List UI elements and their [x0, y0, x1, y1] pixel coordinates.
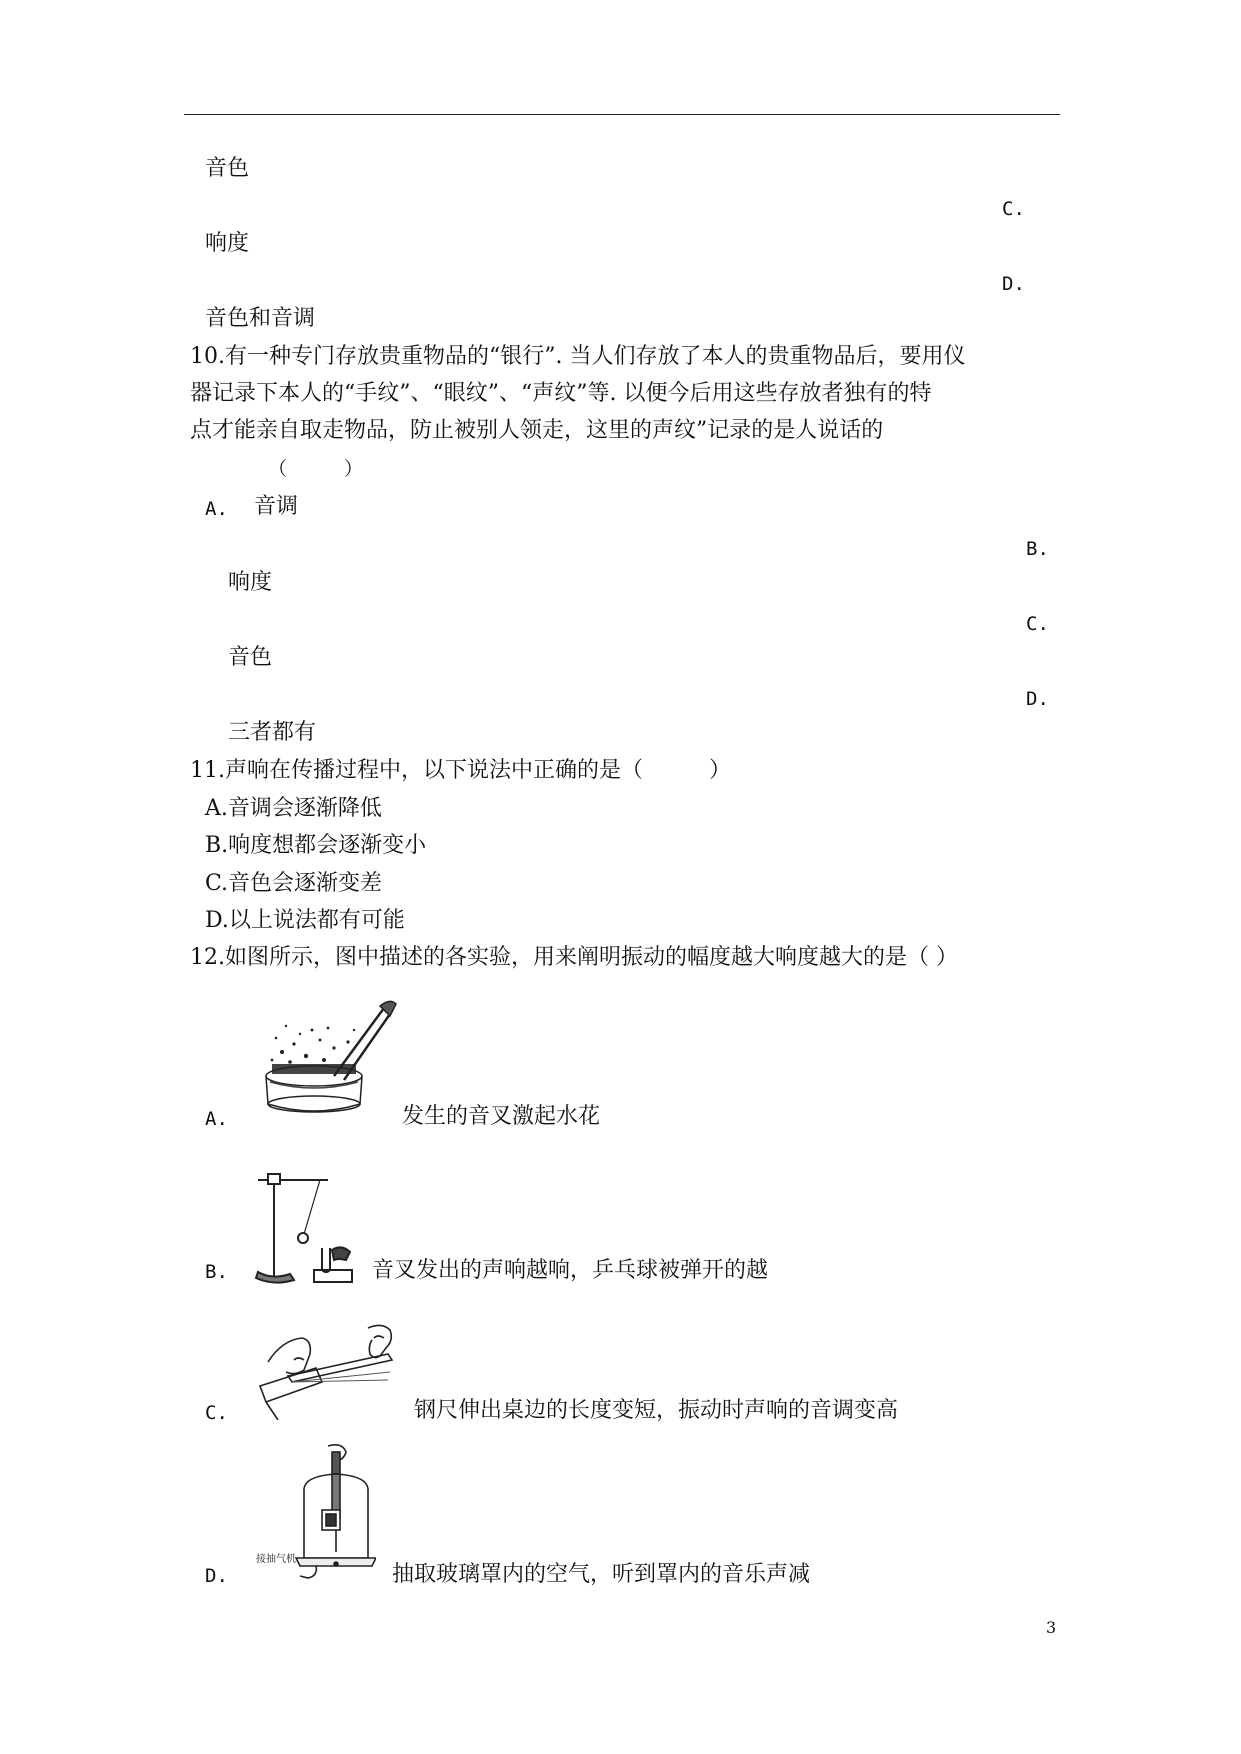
tuning-fork-water-figure: [262, 990, 402, 1115]
q11-option-d: D.以上说法都有可能: [205, 908, 405, 933]
q11-option-a: A.音调会逐渐降低: [205, 796, 382, 821]
q9-option-d-label: D.: [1002, 273, 1025, 295]
vacuum-pump-caption: 接抽气机: [256, 1554, 296, 1565]
q10-option-a-label: A.: [205, 498, 228, 520]
bell-jar-figure: [256, 1440, 376, 1580]
q12-option-d-label: D.: [205, 1565, 228, 1587]
q11-stem: 11.声响在传播过程中，以下说法中正确的是（ ）: [190, 758, 731, 783]
q10-option-b-text: 响度: [228, 570, 273, 595]
q12-option-c-label: C.: [205, 1402, 228, 1424]
tuning-fork-pingpong-figure: [250, 1160, 380, 1290]
q9-option-c-label: C.: [1002, 198, 1025, 220]
q12-option-a-text: 发生的音叉激起水花: [402, 1104, 601, 1129]
q9-option-b-text: 音色: [205, 156, 250, 181]
q9-option-d-text: 音色和音调: [205, 306, 316, 331]
q10-option-d-label: D.: [1026, 688, 1049, 710]
q12-option-a-label: A.: [205, 1108, 228, 1130]
q11-option-c: C.音色会逐渐变差: [205, 871, 383, 896]
q12-option-d-text: 抽取玻璃罩内的空气，听到罩内的音乐声减: [392, 1562, 811, 1587]
q10-option-d-text: 三者都有: [228, 720, 317, 745]
q10-option-c-text: 音色: [228, 645, 273, 670]
page-number: 3: [1046, 1618, 1057, 1637]
q10-option-a-text: 音调: [254, 494, 299, 519]
q12-option-b-label: B.: [205, 1261, 228, 1283]
q10-stem-line2: 器记录下本人的“手纹”、“眼纹”、“声纹”等. 以便今后用这些存放者独有的特: [190, 381, 932, 406]
q11-option-b: B.响度想都会逐渐变小: [205, 833, 427, 858]
q10-answer-blank: （ ）: [268, 458, 364, 480]
q12-stem: 12.如图所示，图中描述的各实验，用来阐明振动的幅度越大响度越大的是（ ）: [190, 945, 958, 970]
q10-stem-line1: 10.有一种专门存放贵重物品的“银行”. 当人们存放了本人的贵重物品后，要用仪: [190, 344, 966, 369]
q12-option-b-text: 音叉发出的声响越响，乒乓球被弹开的越: [372, 1258, 769, 1283]
q9-option-c-text: 响度: [205, 231, 250, 256]
q12-option-c-text: 钢尺伸出桌边的长度变短，振动时声响的音调变高: [414, 1398, 899, 1423]
ruler-vibration-figure: [258, 1320, 408, 1420]
q10-option-b-label: B.: [1026, 538, 1049, 560]
q10-option-c-label: C.: [1026, 613, 1049, 635]
header-rule: [184, 114, 1060, 115]
q10-stem-line3: 点才能亲自取走物品，防止被别人领走，这里的声纹”记录的是人说话的: [190, 418, 884, 443]
